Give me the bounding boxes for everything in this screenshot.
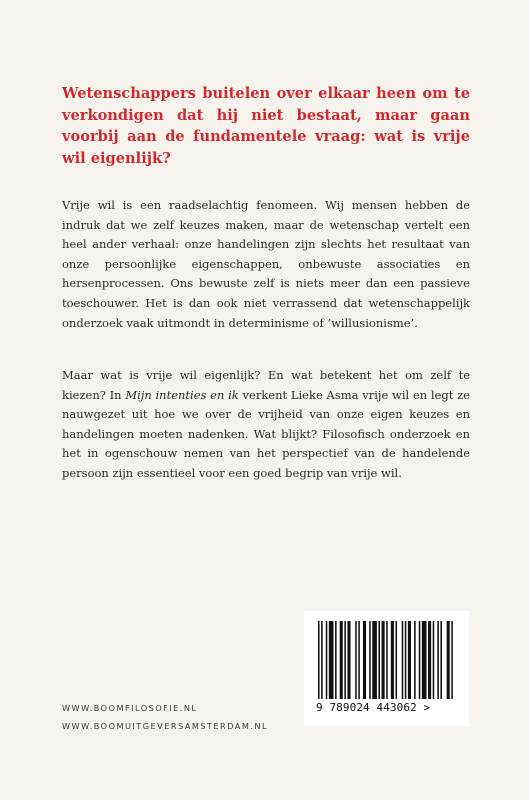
barcode-bar — [340, 621, 343, 699]
barcode-bar — [369, 621, 371, 699]
barcode-bar — [326, 621, 328, 699]
paragraph-2-start: Maar wat is vrije wil eigenlijk? En wat betekent het om zelf te kiezen? In — [62, 368, 470, 402]
barcode-bar — [335, 621, 337, 699]
barcode-bar — [391, 621, 394, 699]
barcode-bar — [329, 621, 334, 699]
barcode-bar — [422, 621, 427, 699]
barcode-bars — [316, 621, 458, 701]
barcode-bar — [428, 621, 431, 699]
barcode-bar — [358, 621, 360, 699]
barcode-bar — [402, 621, 404, 699]
website-link-boomuitgevers[interactable]: WWW.BOOMUITGEVERSAMSTERDAM.NL — [62, 720, 269, 731]
barcode-bar — [355, 621, 357, 699]
barcode-bar — [372, 621, 377, 699]
barcode-bar — [318, 621, 320, 699]
barcode-bar — [382, 621, 385, 699]
intro-text: Wetenschappers buitelen over elkaar heen om te verkondigen dat hij niet bestaat, maar gaan voorbij aan de fundamentele vraag: wat is vrije wil eigenlijk? — [62, 85, 470, 167]
barcode-bar — [451, 621, 453, 699]
website-links — [62, 700, 268, 735]
barcode-bar — [414, 621, 416, 699]
barcode-bar — [347, 621, 350, 699]
barcode-bar — [344, 621, 346, 699]
barcode-bar — [396, 621, 398, 699]
barcode-bar — [419, 621, 421, 699]
barcode-bar — [433, 621, 435, 699]
barcode-bar — [321, 621, 323, 699]
barcode-bar — [386, 621, 388, 699]
barcode-bar — [437, 621, 439, 699]
website-link-boomfilosofie[interactable]: WWW.BOOMFILOSOFIE.NL — [62, 703, 198, 713]
barcode-bar — [378, 621, 380, 699]
body-paragraph-1: Vrije wil is een raadselachtig fenomeen. Wij mensen hebben de indruk dat we zelf keuzes maken, maar de wetenschap vertelt een heel ander verhaal: onze handelingen zijn slechts het resultaat van onze persoonlijke eigenschappen, onbewuste associaties en hersenprocessen. Ons bewuste zelf is niets meer dan een passieve toeschouwer. Het is dan ook niet verrassend dat wetenschappelijk onderzoek vaak uitmondt in determinisme of ‘willusionisme’. — [62, 198, 470, 330]
barcode-bar — [405, 621, 407, 699]
barcode-bar — [447, 621, 450, 699]
book-title: Mijn intenties en ik — [125, 387, 239, 402]
barcode-digits: 9 789024 443062 > — [316, 701, 431, 714]
barcode — [304, 611, 469, 726]
barcode-bar — [408, 621, 411, 699]
barcode-bar — [363, 621, 366, 699]
barcode-bar — [440, 621, 442, 699]
body-paragraph-2 — [62, 366, 470, 484]
paragraph-2-end: verkent Lieke Asma vrije wil en legt ze nauwgezet uit hoe we over de vrijheid van onze eigen keuzes en handelingen moeten nadenken. Wat blijkt? Filosofisch onderzoek en het in ogenschouw nemen van het perspectief van de handelende persoon zijn essentieel voor een goed begrip van vrije wil. — [62, 387, 470, 480]
